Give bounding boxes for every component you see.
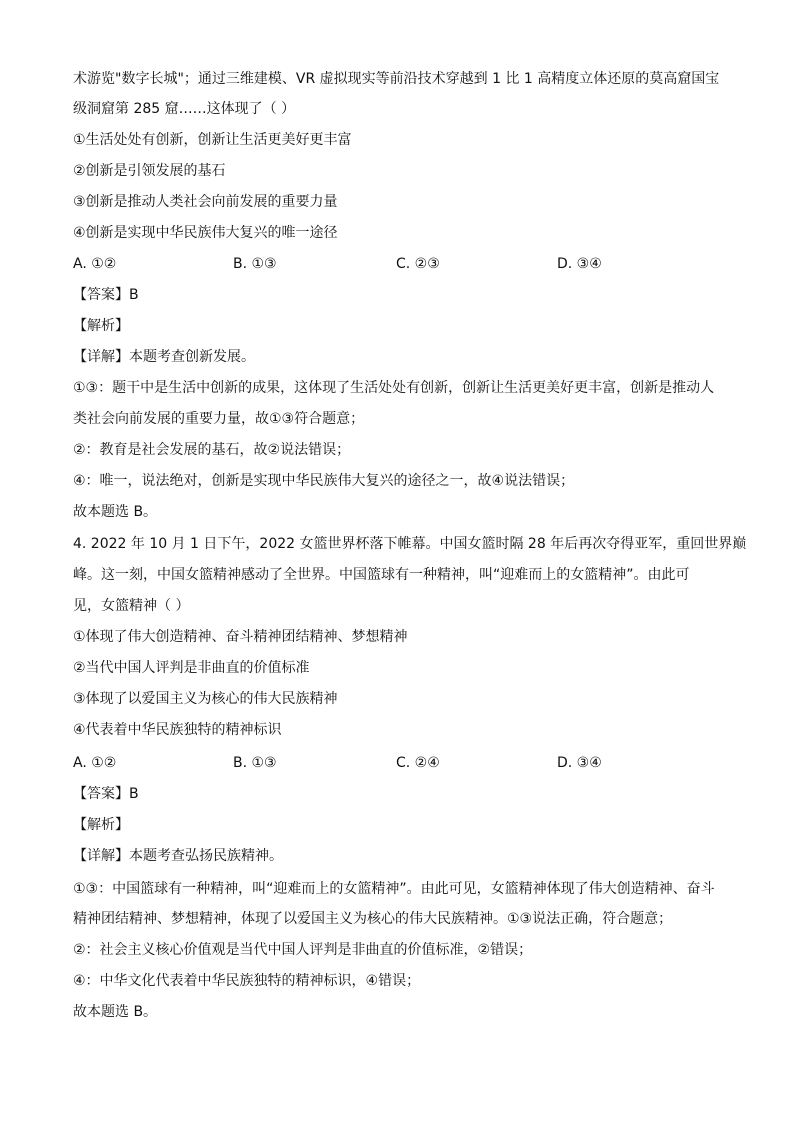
q3-statement-4: ④创新是实现中华民族伟大复兴的唯一途径 [73, 225, 338, 241]
q3-statement-3: ③创新是推动人类社会向前发展的重要力量 [73, 194, 338, 210]
q4-statement-3: ③体现了以爱国主义为核心的伟大民族精神 [73, 691, 338, 707]
q3-analysis-label: 【解析】 [73, 318, 129, 334]
q3-conclusion: 故本题选 B。 [73, 504, 158, 520]
q4-explanation-2: 精神团结精神、梦想精神，体现了以爱国主义为核心的伟大民族精神。①③说法正确，符合题意； [73, 911, 673, 927]
q4-explanation-4: ④：中华文化代表着中华民族独特的精神标识，④错误； [73, 973, 421, 989]
q3-explanation-4: ④：唯一，说法绝对，创新是实现中华民族伟大复兴的途径之一，故④说法错误； [73, 473, 575, 489]
q4-option-d: D. ③④ [557, 755, 602, 771]
q3-explanation-1: ①③：题干中是生活中创新的成果，这体现了生活处处有创新，创新让生活更美好更丰富，创新是推动人 [73, 380, 715, 396]
q3-option-a: A. ①② [73, 256, 117, 272]
q3-detail-intro: 【详解】本题考查创新发展。 [73, 349, 255, 365]
q4-stem-line-2: 峰。这一刻，中国女篮精神感动了全世界。中国篮球有一种精神，叫“迎难而上的女篮精神”。由此可 [73, 567, 690, 583]
q3-stem-line-2: 级洞窟第 285 窟……这体现了（ ） [73, 101, 296, 117]
q4-explanation-3: ②：社会主义核心价值观是当代中国人评判是非曲直的价值标准，②错误； [73, 942, 533, 958]
q3-option-d: D. ③④ [557, 256, 602, 272]
q3-stem-line-1: 术游览"数字长城"；通过三维建模、VR 虚拟现实等前沿技术穿越到 1 比 1 高精度立体还原的莫高窟国宝 [73, 71, 720, 87]
q4-answer: 【答案】B [73, 786, 139, 802]
q3-answer: 【答案】B [73, 287, 139, 303]
q3-statement-2: ②创新是引领发展的基石 [73, 163, 226, 179]
q3-explanation-2: 类社会向前发展的重要力量，故①③符合题意； [73, 411, 365, 427]
q3-option-c: C. ②③ [396, 256, 440, 272]
q4-statement-2: ②当代中国人评判是非曲直的价值标准 [73, 660, 310, 676]
q4-stem-line-1: 4. 2022 年 10 月 1 日下午，2022 女篮世界杯落下帷幕。中国女篮时隔 28 年后再次夺得亚军，重回世界巅 [73, 536, 747, 552]
q4-statement-1: ①体现了伟大创造精神、奋斗精神团结精神、梦想精神 [73, 629, 408, 645]
q3-statement-1: ①生活处处有创新，创新让生活更美好更丰富 [73, 132, 352, 148]
q4-option-b: B. ①③ [233, 755, 277, 771]
q4-option-a: A. ①② [73, 755, 117, 771]
q4-stem-line-3: 见，女篮精神（ ） [73, 598, 190, 614]
q3-option-b: B. ①③ [233, 256, 277, 272]
q3-explanation-3: ②：教育是社会发展的基石，故②说法错误； [73, 442, 351, 458]
q4-option-c: C. ②④ [396, 755, 440, 771]
q4-conclusion: 故本题选 B。 [73, 1004, 158, 1020]
q4-explanation-1: ①③：中国篮球有一种精神，叫“迎难而上的女篮精神”。由此可见，女篮精神体现了伟大创造精神、奋斗 [73, 881, 715, 897]
q4-analysis-label: 【解析】 [73, 817, 129, 833]
q4-statement-4: ④代表着中华民族独特的精神标识 [73, 722, 282, 738]
q4-detail-intro: 【详解】本题考查弘扬民族精神。 [73, 848, 283, 864]
